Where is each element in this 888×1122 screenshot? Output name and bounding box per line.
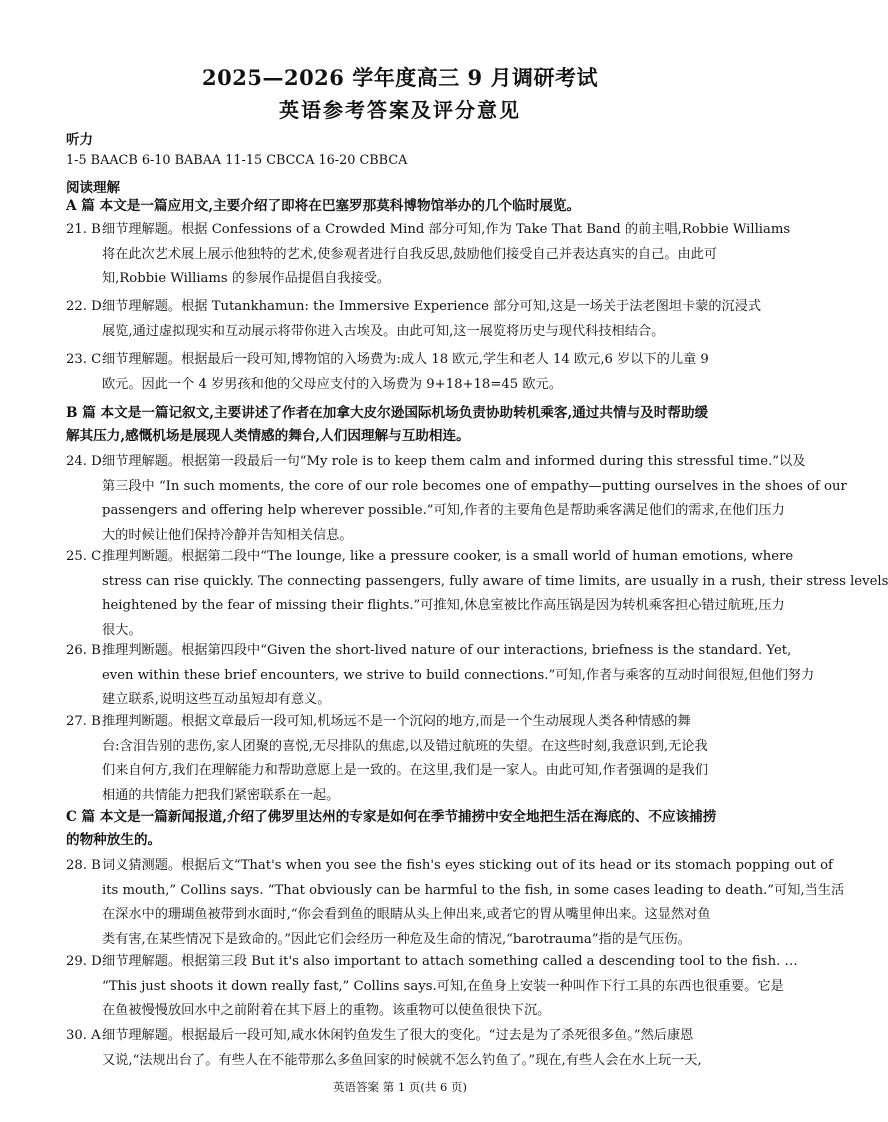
answer-item-23 [66, 348, 744, 397]
listening-answers: 1-5 BAACB 6-10 BABAA 11-15 CBCCA 16-20 CBBCA [66, 153, 408, 168]
answer-number: 22. D [66, 299, 102, 314]
section-summary-line: A 篇 本文是一篇应用文,主要介绍了即将在巴塞罗那莫科博物馆举办的几个临时展览。 [66, 198, 581, 214]
section-summary-line: 解其压力,感慨机场是展现人类情感的舞台,人们因理解与互助相连。 [66, 428, 470, 444]
answer-item-30 [66, 1024, 744, 1068]
explanation-line: 细节理解题。根据第一段最后一句“My role is to keep them calm and informed during this stressful time.”以及 [102, 454, 806, 469]
answer-number: 23. C [66, 352, 102, 367]
answer-number: 28. B [66, 858, 101, 873]
section-b-summary [66, 402, 742, 448]
explanation-line: passengers and offering help wherever possible.”可知,作者的主要角色是帮助乘客满足他们的需求,在他们压力 [102, 503, 785, 518]
listening-heading: 听力 [66, 132, 93, 148]
answer-item-22 [66, 295, 762, 344]
answer-item-28 [66, 854, 845, 952]
section-summary-line: B 篇 本文是一篇记叙文,主要讲述了作者在加拿大皮尔逊国际机场负责协助转机乘客,通过共情与及时帮助缓 [66, 405, 709, 421]
answer-number: 21. B [66, 222, 101, 237]
answer-number: 30. A [66, 1028, 101, 1043]
explanation-line: 类有害,在某些情况下是致命的。”因此它们会经历一种危及生命的情况,“barotrauma”指的是气压伤。 [102, 931, 691, 947]
explanation-line: 台:含泪告别的悲伤,家人团聚的喜悦,无尽排队的焦虑,以及错过航班的失望。在这些时刻,我意识到,无论我 [102, 738, 708, 754]
answer-item-26 [66, 639, 815, 713]
section-c-summary [66, 806, 742, 852]
explanation-line: 知,Robbie Williams 的参展作品提倡自我接受。 [102, 271, 391, 286]
explanation-line: 词义猜测题。根据后文“That's when you see the fish's eyes sticking out of its head or its stomach popping out of [102, 858, 833, 873]
explanation-line: 推理判断题。根据文章最后一段可知,机场远不是一个沉闷的地方,而是一个生动展现人类各种情感的舞 [102, 714, 691, 729]
explanation-line: 在鱼被慢慢放回水中之前附着在其下唇上的重物。该重物可以使鱼很快下沉。 [102, 1003, 551, 1018]
explanation-line: “This just shoots it down really fast,” Collins says.可知,在鱼身上安装一种叫作下行工具的东西也很重要。它是 [102, 978, 784, 994]
explanation-line: 细节理解题。根据 Confessions of a Crowded Mind 部分可知,作为 Take That Band 的前主唱,Robbie Williams [102, 222, 791, 237]
section-a-summary [66, 195, 742, 218]
answer-item-25 [66, 545, 888, 643]
explanation-line: 细节理解题。根据第三段 But it's also important to attach something called a descending tool to the fish. … [102, 954, 798, 969]
reading-heading: 阅读理解 [66, 180, 120, 196]
explanation-line: 展览,通过虚拟现实和互动展示将带你进入古埃及。由此可知,这一展览将历史与现代科技相结合。 [102, 323, 665, 339]
explanation-line: 很大。 [102, 622, 142, 638]
explanation-line: 推理判断题。根据第二段中“The lounge, like a pressure cooker, is a small world of human emotions, where [102, 549, 794, 564]
exam-title: 2025—2026 学年度高三 9 月调研考试 [202, 65, 598, 90]
explanation-line: 欧元。因此一个 4 岁男孩和他的父母应支付的入场费为 9+18+18=45 欧元。 [102, 376, 562, 392]
section-summary-line: C 篇 本文是一篇新闻报道,介绍了佛罗里达州的专家是如何在季节捕捞中安全地把生活在海底的、不应该捕捞 [66, 809, 717, 825]
explanation-line: 细节理解题。根据 Tutankhamun: the Immersive Experience 部分可知,这是一场关于法老图坦卡蒙的沉浸式 [102, 299, 762, 314]
section-summary-line: 的物种放生的。 [66, 832, 162, 848]
answer-item-29 [66, 950, 798, 1024]
explanation-line: 细节理解题。根据最后一段可知,博物馆的入场费为:成人 18 欧元,学生和老人 14 欧元,6 岁以下的儿童 9 [102, 352, 709, 367]
explanation-line: 们来自何方,我们在理解能力和帮助意愿上是一致的。在这里,我们是一家人。由此可知,作者强调的是我们 [102, 763, 709, 778]
explanation-line: 推理判断题。根据第四段中“Given the short-lived nature of our interactions, briefness is the standard. Yet, [102, 643, 792, 658]
answer-item-21 [66, 218, 791, 292]
answer-item-24 [66, 450, 847, 548]
document-subtitle: 英语参考答案及评分意见 [279, 98, 521, 122]
explanation-line: 在深水中的珊瑚鱼被带到水面时,“你会看到鱼的眼睛从头上伸出来,或者它的胃从嘴里伸出来。这显然对鱼 [102, 907, 711, 922]
explanation-line: 又说,“法规出台了。有些人在不能带那么多鱼回家的时候就不怎么钓鱼了。”现在,有些人会在水上玩一天, [102, 1052, 702, 1068]
explanation-line: even within these brief encounters, we strive to build connections.”可知,作者与乘客的互动时间很短,但他们努力 [102, 667, 815, 683]
explanation-line: 大的时候让他们保持冷静并告知相关信息。 [102, 527, 353, 543]
explanation-line: 建立联系,说明这些互动虽短却有意义。 [102, 692, 331, 707]
answer-item-27 [66, 710, 744, 808]
explanation-line: 将在此次艺术展上展示他独特的艺术,使参观者进行自我反思,鼓励他们接受自己并表达真实的自己。由此可 [102, 246, 718, 262]
answer-number: 24. D [66, 454, 102, 469]
answer-number: 29. D [66, 954, 102, 969]
explanation-line: heightened by the fear of missing their flights.”可推知,休息室被比作高压锅是因为转机乘客担心错过航班,压力 [102, 598, 785, 613]
explanation-line: 相通的共情能力把我们紧密联系在一起。 [102, 787, 340, 803]
explanation-line: 细节理解题。根据最后一段可知,咸水休闲钓鱼发生了很大的变化。“过去是为了杀死很多鱼。”然后康恩 [102, 1028, 694, 1043]
answer-number: 26. B [66, 643, 101, 658]
explanation-line: stress can rise quickly. The connecting passengers, fully aware of time limits, are usually in a rush, their stress levels [102, 573, 888, 589]
answer-number: 25. C [66, 549, 102, 564]
page-footer: 英语答案 第 1 页(共 6 页) [333, 1080, 467, 1094]
explanation-line: its mouth,” Collins says. “That obviously can be harmful to the fish, in some cases leading to death.”可知,当生活 [102, 882, 845, 898]
explanation-line: 第三段中 “In such moments, the core of our role becomes one of empathy—putting ourselves in the shoes of our [102, 478, 847, 494]
answer-number: 27. B [66, 714, 101, 729]
